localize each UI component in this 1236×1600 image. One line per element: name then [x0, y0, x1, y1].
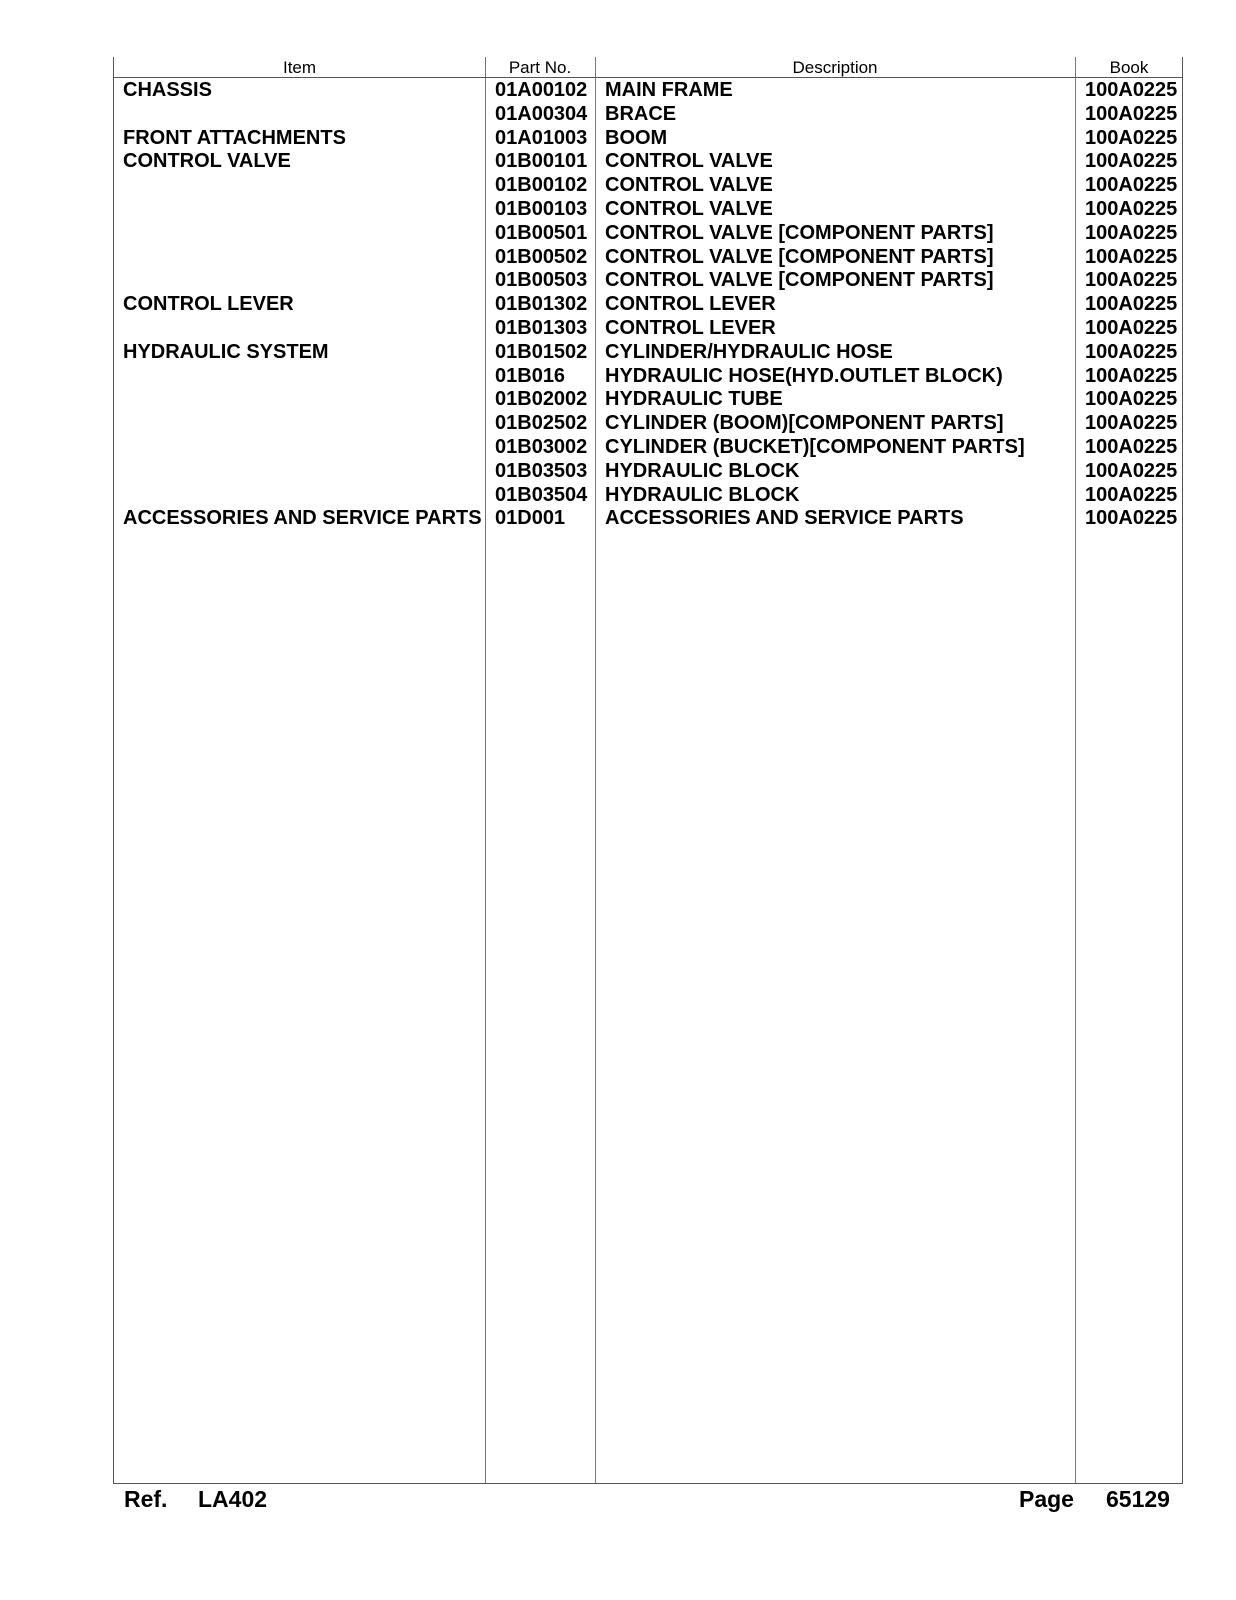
item-cell: CONTROL VALVE — [123, 150, 291, 173]
book-cell: 100A0225 — [1085, 79, 1178, 101]
description-cell: CONTROL LEVER — [605, 293, 776, 316]
table-row — [114, 246, 1182, 270]
part-number-cell: 01B00103 — [495, 197, 588, 220]
book-cell: 100A0225 — [1085, 459, 1178, 482]
table-row — [114, 293, 1182, 317]
book-cell: 100A0225 — [1085, 316, 1178, 339]
book-cell: 100A0225 — [1085, 412, 1178, 435]
table-row — [114, 412, 1182, 436]
table-row — [114, 103, 1182, 127]
part-number-cell: 01B02002 — [495, 388, 588, 411]
table-body — [114, 79, 1182, 531]
part-number-cell: 01B00503 — [495, 269, 588, 292]
parts-index-table — [113, 57, 1183, 1484]
table-row — [114, 484, 1182, 508]
part-number-cell: 01A01003 — [495, 126, 588, 149]
part-number-cell: 01B01303 — [495, 316, 588, 339]
book-cell: 100A0225 — [1085, 388, 1178, 411]
part-number-cell: 01B01302 — [495, 293, 588, 316]
book-cell: 100A0225 — [1085, 507, 1178, 530]
description-cell: CONTROL VALVE [COMPONENT PARTS] — [605, 269, 994, 292]
description-cell: ACCESSORIES AND SERVICE PARTS — [605, 507, 964, 530]
description-cell: CYLINDER (BUCKET)[COMPONENT PARTS] — [605, 435, 1025, 458]
book-cell: 100A0225 — [1085, 174, 1178, 197]
header-description: Description — [792, 58, 878, 77]
part-number-cell: 01B01502 — [495, 340, 588, 363]
ref-value: LA402 — [198, 1486, 268, 1512]
book-cell: 100A0225 — [1085, 435, 1178, 458]
description-cell: CONTROL VALVE — [605, 197, 773, 220]
part-number-cell: 01B00102 — [495, 174, 588, 197]
part-number-cell: 01D001 — [495, 507, 566, 530]
item-cell: CONTROL LEVER — [123, 293, 294, 316]
table-row — [114, 388, 1182, 412]
book-cell: 100A0225 — [1085, 126, 1178, 149]
book-cell: 100A0225 — [1085, 364, 1178, 387]
header-part-no: Part No. — [508, 58, 572, 77]
part-number-cell: 01B016 — [495, 364, 566, 387]
table-row — [114, 150, 1182, 174]
description-cell: HYDRAULIC TUBE — [605, 388, 783, 411]
table-row — [114, 198, 1182, 222]
header-book: Book — [1109, 58, 1149, 77]
part-number-cell: 01B02502 — [495, 412, 588, 435]
part-number-cell: 01B03504 — [495, 483, 588, 506]
table-row — [114, 507, 1182, 531]
table-row — [114, 174, 1182, 198]
table-row — [114, 460, 1182, 484]
ref-label: Ref. — [124, 1486, 168, 1512]
page-label: Page — [1019, 1486, 1074, 1512]
description-cell: HYDRAULIC BLOCK — [605, 459, 800, 482]
book-cell: 100A0225 — [1085, 221, 1178, 244]
book-cell: 100A0225 — [1085, 340, 1178, 363]
item-cell: FRONT ATTACHMENTS — [123, 126, 346, 149]
book-cell: 100A0225 — [1085, 150, 1178, 173]
description-cell: HYDRAULIC BLOCK — [605, 483, 800, 506]
table-row — [114, 436, 1182, 460]
part-number-cell: 01B03503 — [495, 459, 588, 482]
page-number: 65129 — [1106, 1486, 1170, 1512]
book-cell: 100A0225 — [1085, 269, 1178, 292]
book-cell: 100A0225 — [1085, 293, 1178, 316]
book-cell: 100A0225 — [1085, 197, 1178, 220]
part-number-cell: 01B00502 — [495, 245, 588, 268]
book-cell: 100A0225 — [1085, 483, 1178, 506]
description-cell: MAIN FRAME — [605, 79, 733, 101]
part-number-cell: 01A00102 — [495, 79, 588, 101]
item-cell: CHASSIS — [123, 79, 212, 101]
description-cell: CYLINDER (BOOM)[COMPONENT PARTS] — [605, 412, 1004, 435]
item-cell: HYDRAULIC SYSTEM — [123, 340, 329, 363]
table-row — [114, 222, 1182, 246]
part-number-cell: 01B03002 — [495, 435, 588, 458]
table-row — [114, 365, 1182, 389]
book-cell: 100A0225 — [1085, 102, 1178, 125]
table-row — [114, 269, 1182, 293]
description-cell: BRACE — [605, 102, 677, 125]
description-cell: CONTROL VALVE — [605, 174, 773, 197]
table-row — [114, 317, 1182, 341]
description-cell: CONTROL VALVE [COMPONENT PARTS] — [605, 245, 994, 268]
part-number-cell: 01B00101 — [495, 150, 588, 173]
header-item: Item — [282, 58, 317, 77]
description-cell: HYDRAULIC HOSE(HYD.OUTLET BLOCK) — [605, 364, 1003, 387]
description-cell: CONTROL VALVE — [605, 150, 773, 173]
table-row — [114, 341, 1182, 365]
table-row — [114, 127, 1182, 151]
part-number-cell: 01B00501 — [495, 221, 588, 244]
book-cell: 100A0225 — [1085, 245, 1178, 268]
description-cell: CYLINDER/HYDRAULIC HOSE — [605, 340, 893, 363]
description-cell: CONTROL VALVE [COMPONENT PARTS] — [605, 221, 994, 244]
description-cell: CONTROL LEVER — [605, 316, 776, 339]
item-cell: ACCESSORIES AND SERVICE PARTS — [123, 507, 482, 530]
table-row — [114, 79, 1182, 103]
description-cell: BOOM — [605, 126, 668, 149]
part-number-cell: 01A00304 — [495, 102, 588, 125]
